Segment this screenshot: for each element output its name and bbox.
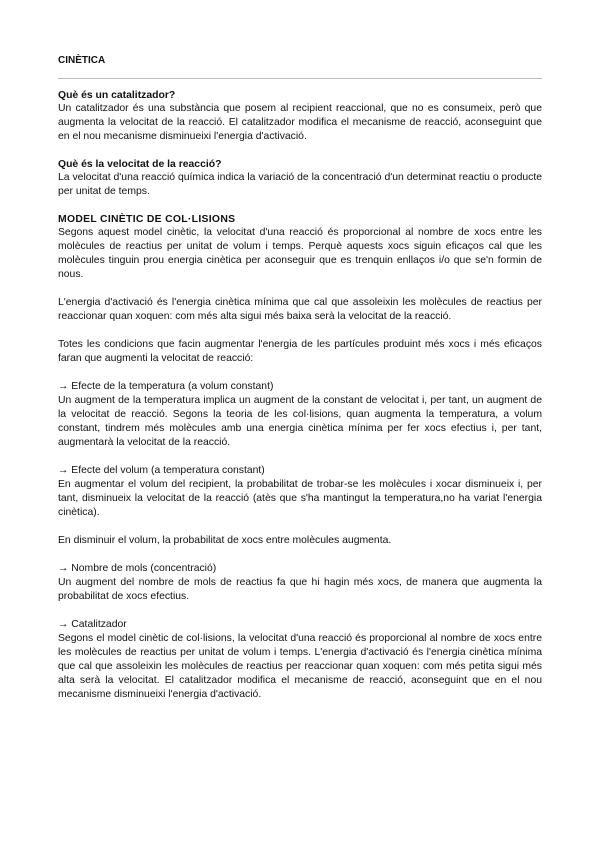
title-divider <box>58 78 542 79</box>
factor-moles <box>58 562 542 604</box>
paragraph: Segons aquest model cinètic, la velocitat d'una reacció és proporcional al nombre de xocs entre les molècules de reactius per unitat de volum i temps. Perquè aquests xocs siguin eficaços cal que les molècules tinguin prou energia cinètica per aconseguir que es trenquin enllaços i/o que se'n formin de nous. <box>58 227 542 280</box>
paragraph: Un augment de la temperatura implica un augment de la constant de velocitat i, per tant, un augment de la velocitat de reacció. Segons la teoria de les col·lisions, quan augmenta la temperatura, a volum constant, tindrem més molècules amb una energia cinètica mínima per fer xocs efectius i, per tant, augmentarà la velocitat de la reacció. <box>58 395 542 448</box>
paragraph: En augmentar el volum del recipient, la probabilitat de trobar-se les molècules i xocar disminueix i, per tant, disminueix la velocitat de la reacció (atès que s'ha mantingut la temperatura,no ha variat l'energia cinètica). <box>58 479 542 518</box>
factor-catalyst <box>58 618 542 702</box>
document-title: CINÈTICA <box>58 55 106 66</box>
factor-heading: → Efecte del volum (a temperatura constant) <box>58 465 265 476</box>
section-heading: Què és la velocitat de la reacció? <box>58 159 222 170</box>
paragraph: Un augment del nombre de mols de reactius fa que hi hagin més xocs, de manera que augmenta la probabilitat de xocs efectius. <box>58 577 542 602</box>
section-catalyst-question <box>58 89 542 144</box>
section-heading: MODEL CINÈTIC DE COL·LISIONS <box>58 214 236 225</box>
factor-volume <box>58 464 542 548</box>
factor-heading: → Catalitzador <box>58 619 127 630</box>
paragraph: Totes les condicions que facin augmentar l'energia de les partícules produint més xocs i més eficaços faran que augmenti la velocitat de reacció: <box>58 339 542 364</box>
section-heading: Què és un catalitzador? <box>58 90 176 101</box>
section-text: Un catalitzador és una substància que posem al recipient reaccional, que no es consumeix, però que augmenta la velocitat de la reacció. El catalitzador modifica el mecanisme de reacció, aconseguint que en el nou mecanisme disminueixi l'energia d'activació. <box>58 103 542 142</box>
paragraph: L'energia d'activació és l'energia cinètica mínima que cal que assoleixin les molècules de reactius per reaccionar quan xoquen: com més alta sigui més baixa serà la velocitat de la reacció. <box>58 297 542 322</box>
section-velocity-question <box>58 158 542 199</box>
paragraph: En disminuir el volum, la probabilitat de xocs entre molècules augmenta. <box>58 535 392 546</box>
paragraph: Segons el model cinètic de col·lisions, la velocitat d'una reacció és proporcional al nombre de xocs entre les molècules de reactius per unitat de volum i temps. L'energia d'activació és l'energia cinètica mínima que cal que assoleixin les molècules de reactius per reaccionar quan xoquen: com més petita sigui més alta serà la velocitat. El catalitzador modifica el mecanisme de reacció, aconseguint que en el nou mecanisme disminueixi l'energia d'activació. <box>58 633 542 700</box>
factor-heading: → Nombre de mols (concentració) <box>58 563 217 574</box>
section-text: La velocitat d'una reacció química indica la variació de la concentració d'un determinat reactiu o producte per unitat de temps. <box>58 172 542 197</box>
factor-heading: → Efecte de la temperatura (a volum constant) <box>58 381 274 392</box>
section-collision-model <box>58 213 542 366</box>
factor-temperature <box>58 380 542 450</box>
